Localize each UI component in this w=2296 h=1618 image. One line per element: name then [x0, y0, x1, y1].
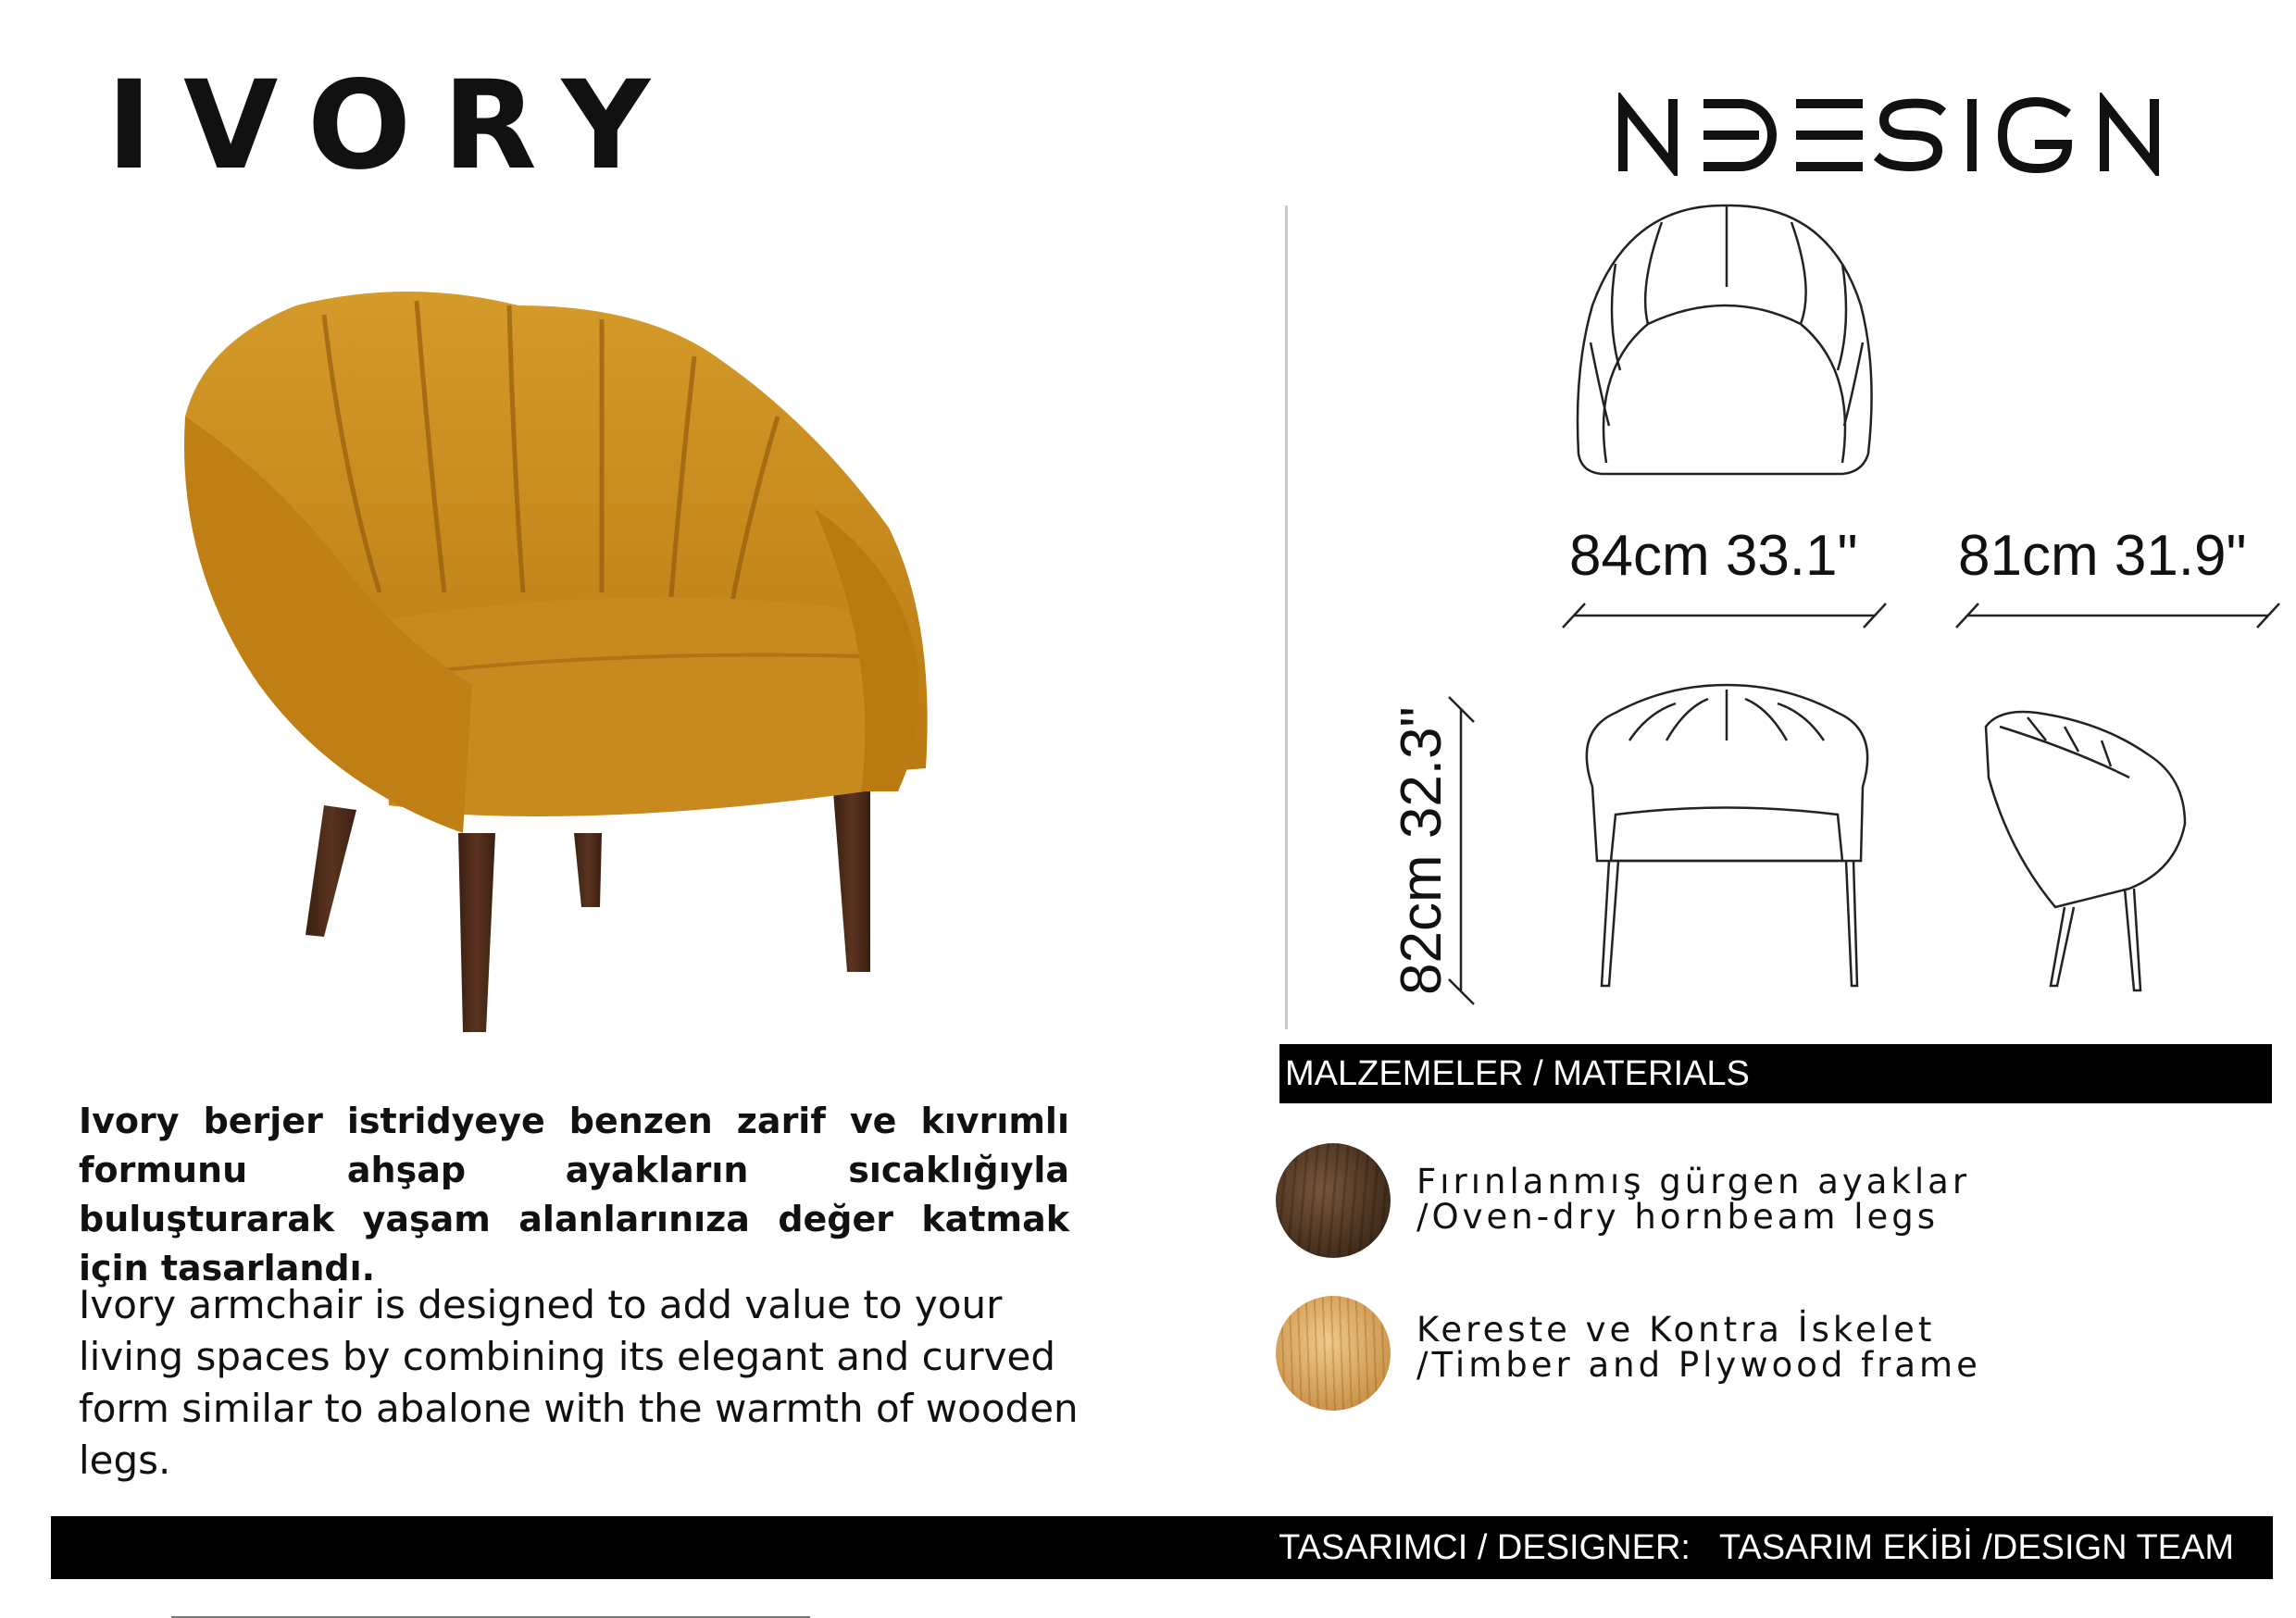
product-title: IVORY [106, 55, 682, 197]
top-view-drawing [1578, 205, 1872, 474]
chair-leg [574, 833, 602, 907]
designer-value: TASARIM EKİBİ /DESIGN TEAM [1718, 1528, 2234, 1567]
designer-footer [51, 1516, 2273, 1579]
side-view-drawing [1986, 712, 2185, 990]
armchair-photo [167, 287, 963, 1055]
section-divider [1285, 205, 1288, 1029]
material-line-tr: Kereste ve Kontra İskelet [1416, 1310, 1936, 1350]
material-line-tr: Fırınlanmış gürgen ayaklar [1416, 1162, 1971, 1201]
timber-swatch [1276, 1296, 1391, 1411]
description-english: Ivory armchair is designed to add value to your living spaces by combining its elegant and curved form similar to abalone with the warmth of wooden legs. [79, 1282, 1079, 1483]
width-dimension-line [1563, 604, 1886, 628]
dimension-depth: 81cm 31.9" [1958, 524, 2247, 588]
chair-leg [833, 791, 870, 972]
front-view-drawing [1587, 685, 1867, 986]
depth-dimension-line [1956, 604, 2279, 628]
designer-label: TASARIMCI / DESIGNER: [1279, 1528, 1691, 1567]
materials-heading: MALZEMELER / MATERIALS [1279, 1044, 2272, 1103]
chair-leg [458, 833, 495, 1032]
description-turkish: Ivory berjer istridyeye benzen zarif ve kıvrımlı formunu ahşap ayakların sıcaklığıyla buluşturarak yaşam alanlarınıza değer katmak için tasarlandı. [79, 1101, 1069, 1288]
ndesign-logo [1616, 93, 2171, 176]
dimension-width: 84cm 33.1" [1569, 524, 1858, 588]
material-item [1416, 1310, 1981, 1385]
material-item [1416, 1164, 1970, 1235]
hornbeam-wood-swatch [1276, 1143, 1391, 1258]
chair-leg [306, 805, 356, 937]
dimension-height: 82cm 32.3" [1390, 706, 1454, 995]
material-line-en: /Timber and Plywood frame [1416, 1345, 1981, 1385]
material-line-en: /Oven-dry hornbeam legs [1416, 1197, 1940, 1237]
